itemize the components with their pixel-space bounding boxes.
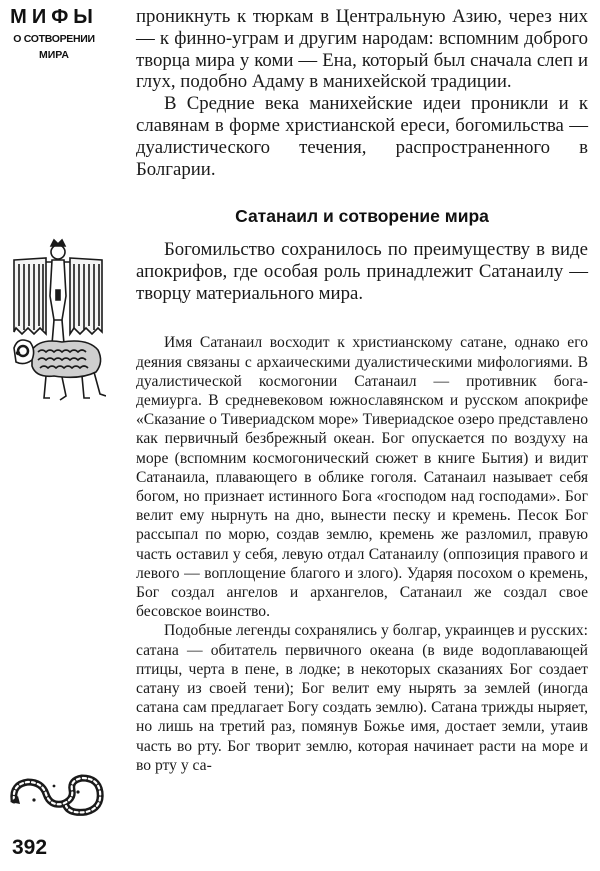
section-title: Сатанаил и сотворение мира (235, 206, 489, 227)
page-number: 392 (12, 836, 48, 859)
running-head-line2: О СОТВОРЕНИИ (13, 33, 95, 45)
running-head (2, 6, 106, 62)
running-head-line1: МИФЫ (10, 6, 98, 28)
body-paragraph: В Средние века манихейские идеи проникли и к славянам в форме христианской ереси, богомильства — дуалистического течения, распространенного в Болгарии. (136, 93, 588, 180)
illustration-figure-on-ram (10, 238, 106, 410)
body-paragraph: Имя Сатанаил восходит к христианскому сатане, однако его деяния связаны с архаическими дуалистическими мифологиями. В дуалистической космогонии Сатанаил — противник бога-демиурга. В средневековом южнославянском и русском апокрифе «Сказание о Тивериадском море» Тивериадское озеро представлено как первичный безбрежный океан. Бог опускается по воздуху на море (вспомним космогонический сюжет в книге Бытия) и видит Сатанаила, плавающего в облике гоголя. Сатанаил называет себя богом, но признает истинного Бога «господом над господами». Бог велит ему нырнуть на дно, вынести песку и кремень. Песок Бог рассыпал по морю, создав землю, кремень же разломил, правую часть оставил у себя, левую отдал Сатанаилу (оппозиция правого и левого — воплощение благого и злого). Ударяя посохом о кремень, Бог создал ангелов и архангелов, Сатанаил же создал свое бесовское воинство. (136, 334, 588, 621)
body-paragraph: Подобные легенды сохранялись у болгар, украинцев и русских: сатана — обитатель первичного океана (в виде водоплавающей птицы, черта в пене, в лодке; в некоторых сказаниях Бог создает сатану из своей тени); Бог велит ему нырять за землей (иногда сатана сам предлагает Богу создать землю). Сатана трижды ныряет, но лишь на третий раз, помянув Божье имя, достает земли, утаив часть во рту. Бог творит землю, которая начинает расти на море и во рту у са- (136, 622, 588, 774)
main-text-column (136, 6, 588, 775)
body-paragraph: проникнуть к тюркам в Центральную Азию, через них — к финно-уграм и другим народам: вспомним доброго творца мира у коми — Ена, который был сначала слеп и глух, подобно Адаму в манихейской традиции. (136, 6, 588, 93)
serpent-ornament-icon (8, 770, 108, 818)
running-head-line3: МИРА (39, 49, 69, 61)
section-lead: Богомильство сохранилось по преимуществу в виде апокрифов, где особая роль принадлежит Сатанаилу — творцу материального мира. (136, 239, 588, 305)
